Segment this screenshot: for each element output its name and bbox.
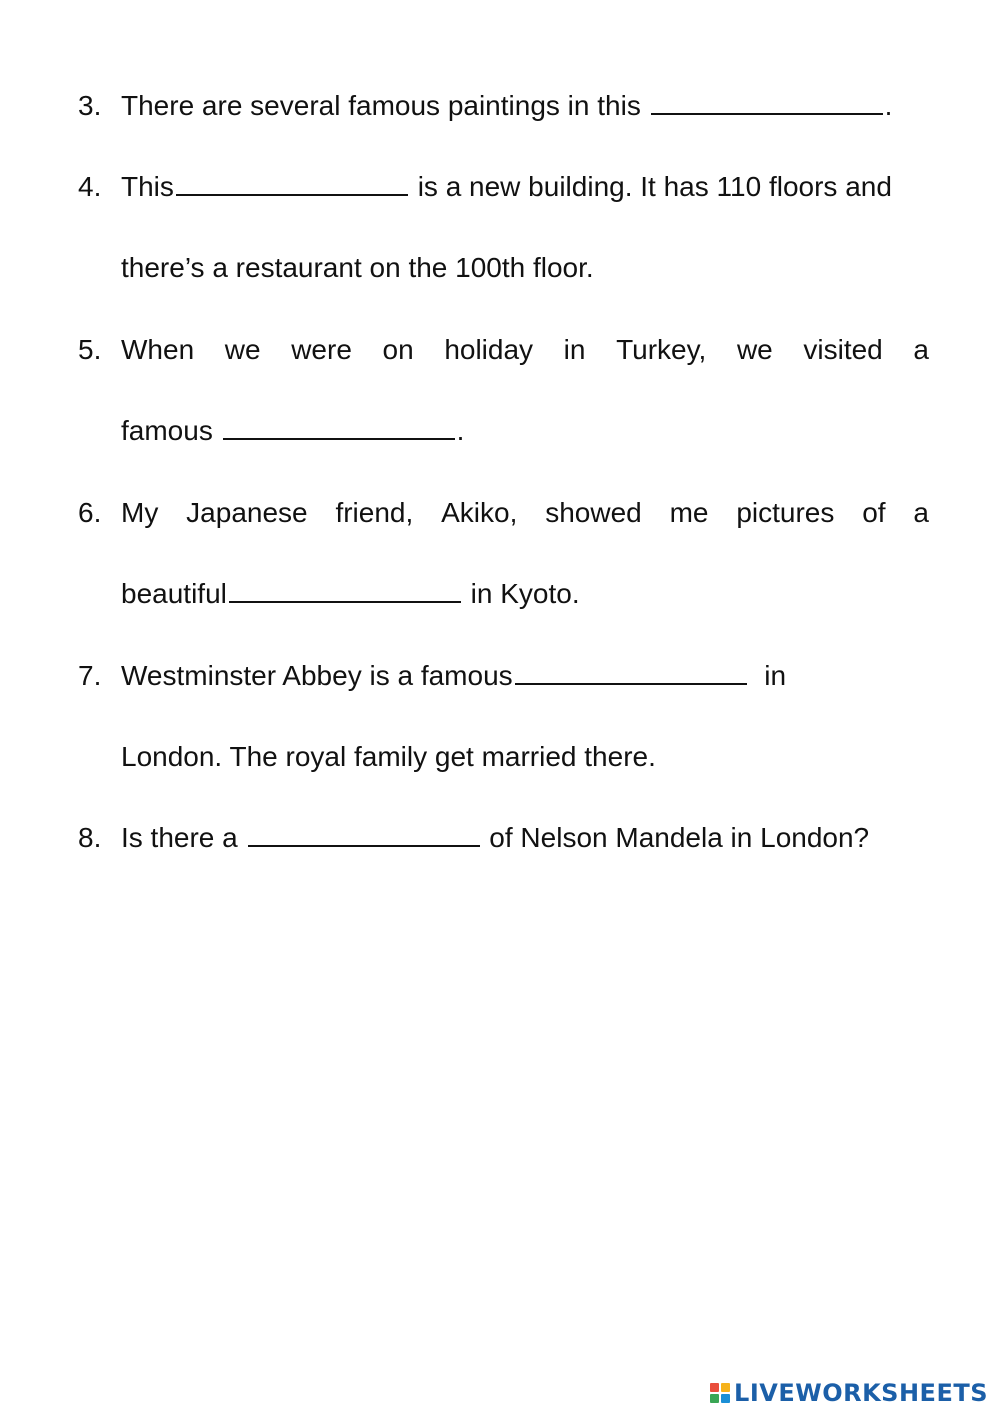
logo-square-icon (721, 1394, 730, 1403)
sentence-text: There are several famous paintings in this (121, 90, 641, 121)
answer-blank-5[interactable] (223, 414, 455, 440)
sentence-text: is a new building. It has 110 floors and (417, 171, 892, 202)
sentence-text: Westminster Abbey is a famous (121, 660, 513, 691)
sentence-text: This (121, 171, 174, 202)
logo-square-icon (721, 1383, 730, 1392)
item-number-6: 6. (78, 497, 102, 528)
word: holiday (444, 334, 534, 365)
word: a (913, 334, 929, 365)
word: of (862, 497, 886, 528)
word: pictures (736, 497, 835, 528)
word: visited (803, 334, 883, 365)
sentence-text: of Nelson Mandela in London? (489, 822, 870, 853)
sentence-text: London. The royal family get married there. (121, 741, 656, 772)
item-5-line-1 (121, 330, 929, 370)
answer-blank-3[interactable] (651, 89, 883, 115)
item-4-line-2 (121, 248, 929, 288)
word: friend, (335, 497, 414, 528)
item-5-line-2 (121, 411, 929, 451)
sentence-text: famous (121, 415, 213, 446)
sentence-text: there’s a restaurant on the 100th floor. (121, 252, 594, 283)
word: When (121, 334, 195, 365)
sentence-text: . (456, 415, 465, 446)
word: we (736, 334, 773, 365)
item-number-5: 5. (78, 334, 102, 365)
item-number-4: 4. (78, 171, 102, 202)
logo-mark-icon (710, 1383, 730, 1403)
sentence-text: in Kyoto. (470, 578, 580, 609)
item-4-line-1 (121, 167, 929, 207)
word: Turkey, (616, 334, 707, 365)
word: showed (545, 497, 642, 528)
item-3-line-1 (121, 86, 929, 126)
sentence-text: Is there a (121, 822, 238, 853)
item-7-line-1 (121, 656, 929, 696)
word: a (913, 497, 929, 528)
item-7-line-2 (121, 737, 929, 777)
word: Akiko, (441, 497, 518, 528)
item-6-line-2 (121, 574, 929, 614)
item-6-line-1 (121, 493, 929, 533)
item-8-line-1 (121, 818, 929, 858)
sentence-text: beautiful (121, 578, 227, 609)
word: were (291, 334, 352, 365)
word: Japanese (186, 497, 308, 528)
logo-square-icon (710, 1394, 719, 1403)
answer-blank-7[interactable] (515, 659, 747, 685)
word: in (563, 334, 586, 365)
item-number-3: 3. (78, 90, 102, 121)
answer-blank-8[interactable] (248, 821, 480, 847)
logo-text: LIVEWORKSHEETS (734, 1379, 988, 1407)
liveworksheets-logo[interactable] (710, 1378, 988, 1408)
sentence-text: in (756, 660, 787, 691)
word: on (382, 334, 414, 365)
word: me (669, 497, 709, 528)
item-number-7: 7. (78, 660, 102, 691)
word: My (121, 497, 159, 528)
sentence-text: . (884, 90, 893, 121)
answer-blank-4[interactable] (176, 170, 408, 196)
word: we (224, 334, 261, 365)
item-number-8: 8. (78, 822, 102, 853)
logo-square-icon (710, 1383, 719, 1392)
answer-blank-6[interactable] (229, 577, 461, 603)
